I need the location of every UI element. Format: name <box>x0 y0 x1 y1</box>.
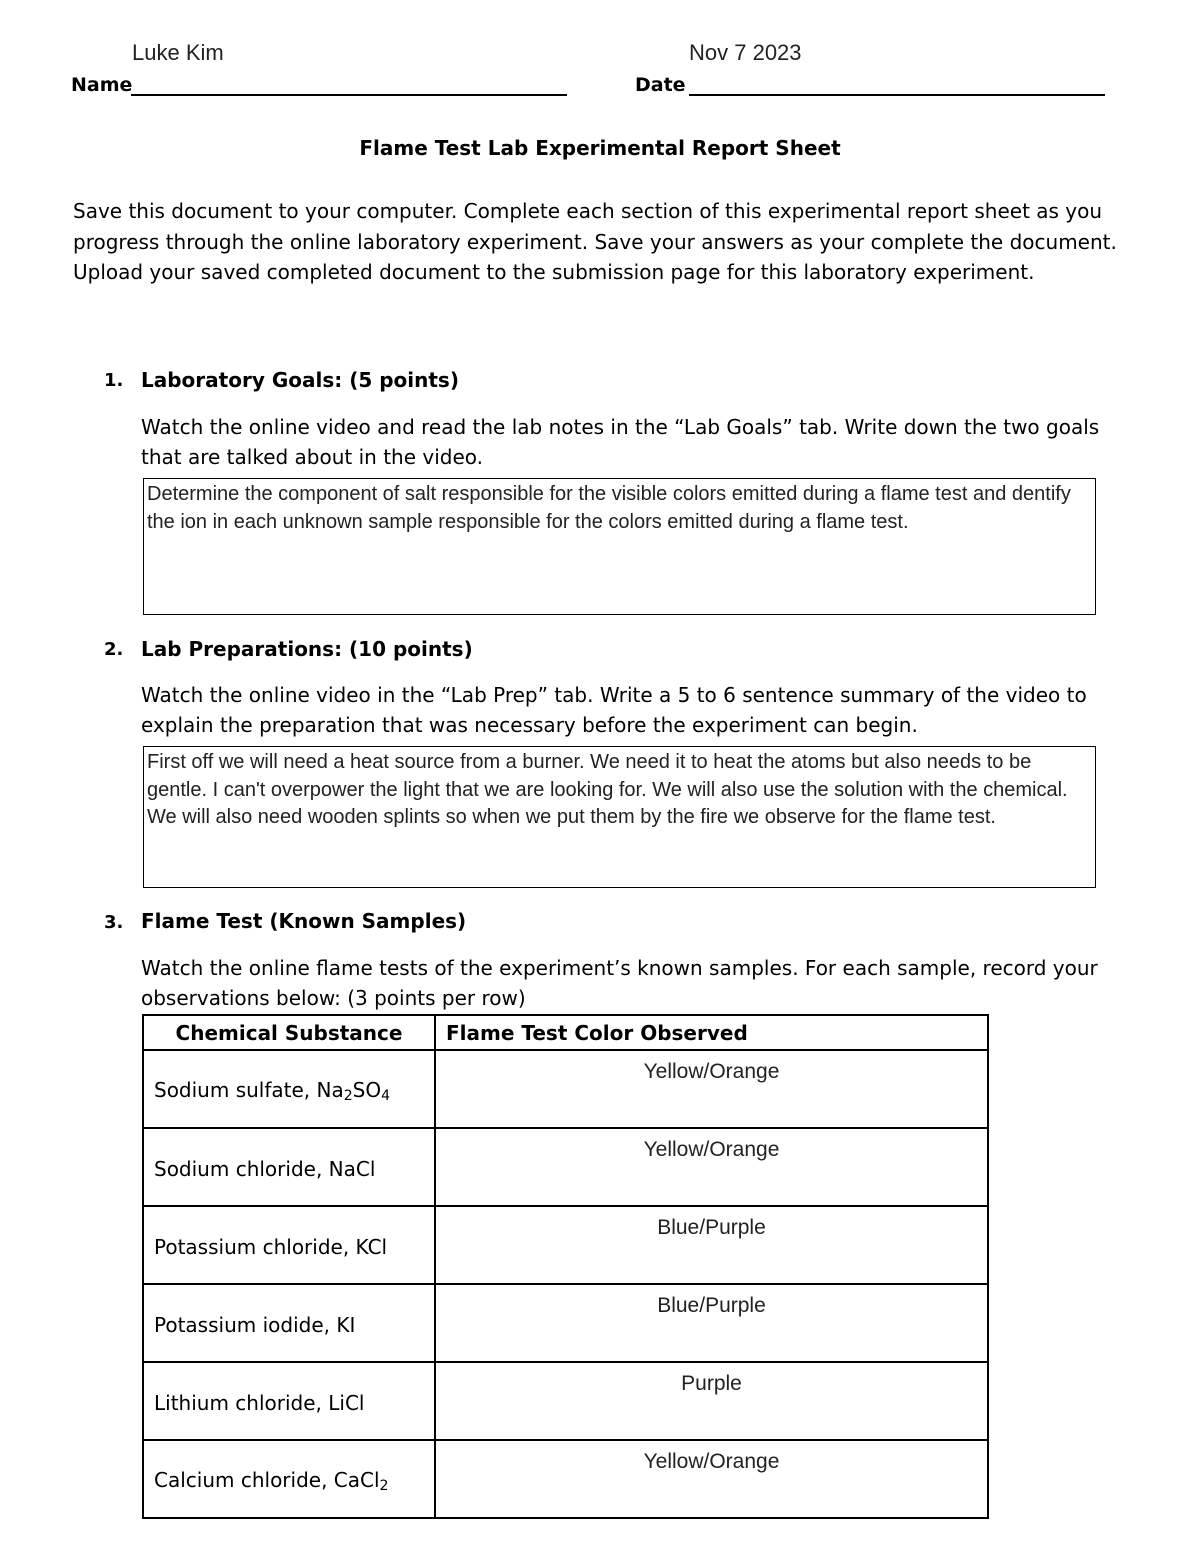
substance-cell: Potassium chloride, KCl <box>143 1206 435 1284</box>
table-row <box>143 1128 988 1206</box>
color-cell[interactable]: Yellow/Orange <box>435 1128 988 1206</box>
substance-cell: Lithium chloride, LiCl <box>143 1362 435 1440</box>
section-3-instructions: Watch the online flame tests of the experiment’s known samples. For each sample, record your observations below: (3 points per row) <box>141 956 1098 1010</box>
section-1-number: 1. <box>104 370 124 391</box>
substance-cell: Potassium iodide, KI <box>143 1284 435 1362</box>
table-row <box>143 1440 988 1518</box>
section-2-instructions: Watch the online video in the “Lab Prep” tab. Write a 5 to 6 sentence summary of the video to explain the preparation that was necessary before the experiment can begin. <box>141 683 1087 737</box>
intro-paragraph: Save this document to your computer. Complete each section of this experimental report sheet as you progress through the online laboratory experiment. Save your answers as your complete the document. Upload your saved completed document to the submission page for this laboratory experiment. <box>73 199 1117 284</box>
section-2-number: 2. <box>104 639 124 660</box>
section-3-heading: Flame Test (Known Samples) <box>141 909 467 933</box>
date-label: Date <box>635 74 686 96</box>
color-cell[interactable]: Blue/Purple <box>435 1206 988 1284</box>
header-chemical-substance: Chemical Substance <box>143 1015 435 1050</box>
section-1-heading: Laboratory Goals: (5 points) <box>141 368 459 392</box>
substance-cell: Calcium chloride, CaCl$_2$ <box>143 1440 435 1518</box>
section-3-number: 3. <box>104 912 124 933</box>
section-2-heading: Lab Preparations: (10 points) <box>141 637 473 661</box>
name-value[interactable]: Luke Kim <box>132 40 224 65</box>
section-1-answer-box[interactable]: Determine the component of salt responsible for the visible colors emitted during a flame test and dentify the ion in each unknown sample responsible for the colors emitted during a flame test. <box>143 478 1096 615</box>
name-label: Name <box>71 74 133 96</box>
date-underline <box>689 94 1105 96</box>
color-cell[interactable]: Yellow/Orange <box>435 1440 988 1518</box>
header-flame-color: Flame Test Color Observed <box>435 1015 988 1050</box>
flame-test-table <box>142 1014 989 1519</box>
date-value[interactable]: Nov 7 2023 <box>689 40 802 65</box>
table-row <box>143 1050 988 1128</box>
page-title: Flame Test Lab Experimental Report Sheet <box>359 136 841 160</box>
table-row <box>143 1362 988 1440</box>
table-row <box>143 1206 988 1284</box>
table-row <box>143 1284 988 1362</box>
section-1-instructions: Watch the online video and read the lab notes in the “Lab Goals” tab. Write down the two goals that are talked about in the video. <box>141 415 1100 469</box>
color-cell[interactable]: Blue/Purple <box>435 1284 988 1362</box>
substance-cell: Sodium sulfate, $Na_2SO_4$ <box>143 1050 435 1128</box>
table-header-row <box>143 1015 988 1050</box>
color-cell[interactable]: Purple <box>435 1362 988 1440</box>
name-underline <box>131 94 567 96</box>
substance-cell: Sodium chloride, NaCl <box>143 1128 435 1206</box>
section-2-answer-box[interactable]: First off we will need a heat source from a burner. We need it to heat the atoms but also needs to be gentle. I can't overpower the light that we are looking for. We will also use the solution with the chemical. We will also need wooden splints so when we put them by the fire we observe for the flame test. <box>143 746 1096 888</box>
color-cell[interactable]: Yellow/Orange <box>435 1050 988 1128</box>
